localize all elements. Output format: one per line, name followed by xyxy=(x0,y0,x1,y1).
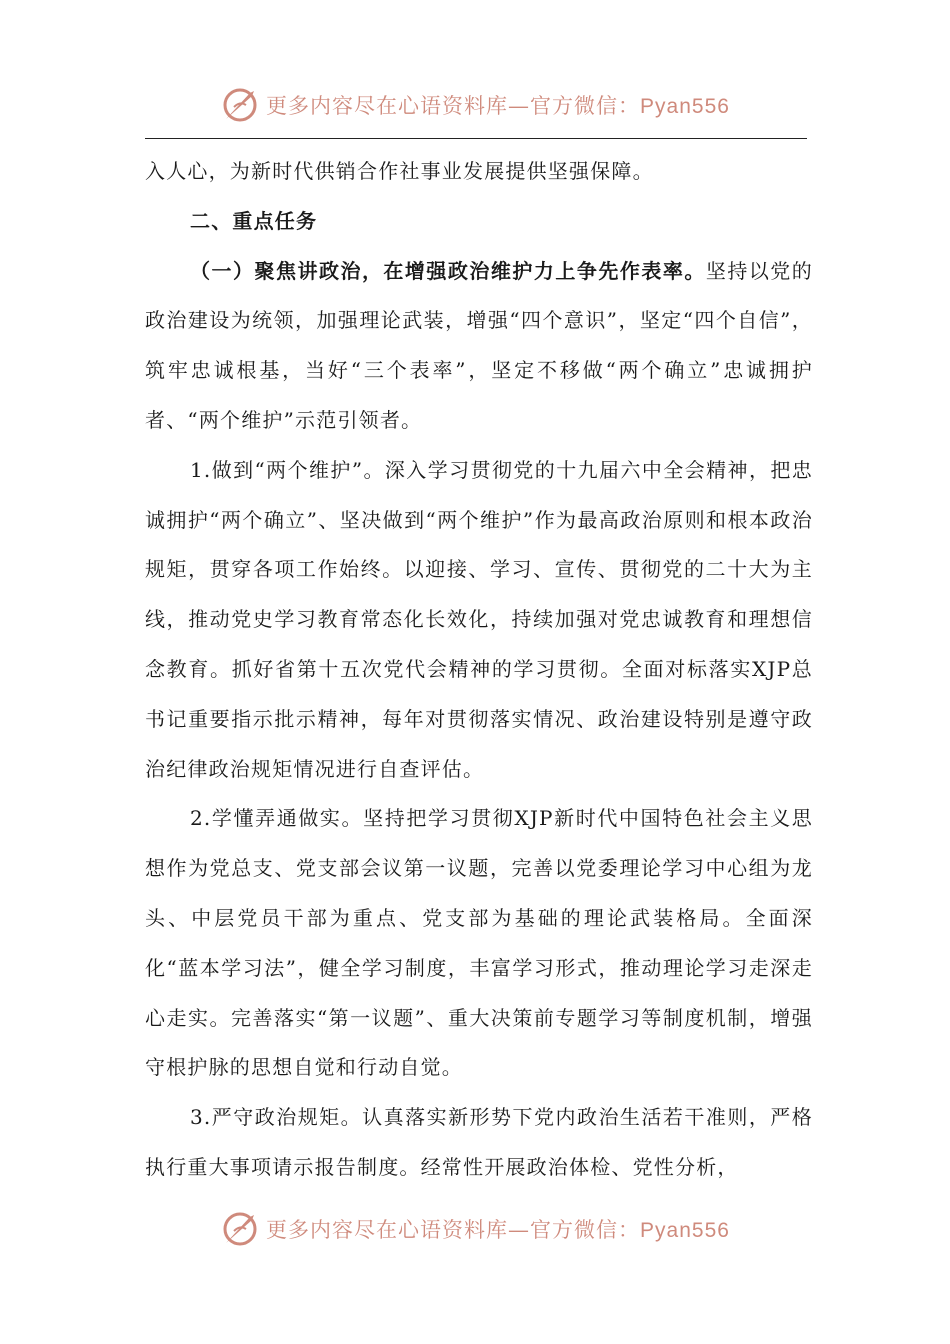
watermark-text: 更多内容尽在心语资料库—官方微信：Pyan556 xyxy=(266,1218,730,1242)
paragraph-item-2: 2.学懂弄通做实。坚持把学习贯彻XJP新时代中国特色社会主义思想作为党总支、党支部会议第一议题，完善以党委理论学习中心组为龙头、中层党员干部为重点、党支部为基础的理论武装格局。全面深化“蓝本学习法”，健全学习制度，丰富学习形式，推动理论学习走深走心走实。完善落实“第一议题”、重大决策前专题学习等制度机制，增强守根护脉的思想自觉和行动自觉。 xyxy=(145,806,813,1080)
quill-logo-icon xyxy=(220,85,260,125)
paragraph-section-1: （一）聚焦讲政治，在增强政治维护力上争先作表率。坚持以党的政治建设为统领，加强理论武装，增强“四个意识”，坚定“四个自信”，筑牢忠诚根基，当好“三个表率”，坚定不移做“两个确立”忠诚拥护者、“两个维护”示范引领者。 xyxy=(145,258,813,432)
document-body xyxy=(145,147,813,1193)
paragraph-item-3: 3.严守政治规矩。认真落实新形势下党内政治生活若干准则，严格执行重大事项请示报告制度。经常性开展政治体检、党性分析， xyxy=(145,1105,813,1179)
section-heading: 二、重点任务 xyxy=(190,208,318,233)
header-divider xyxy=(145,138,807,139)
paragraph-lead: （一）聚焦讲政治，在增强政治维护力上争先作表率。 xyxy=(190,258,706,283)
watermark-text: 更多内容尽在心语资料库—官方微信：Pyan556 xyxy=(266,94,730,118)
paragraph-continuation: 入人心，为新时代供销合作社事业发展提供坚强保障。 xyxy=(145,159,654,183)
quill-logo-icon xyxy=(220,1209,260,1249)
wechat-id: Pyan556 xyxy=(640,1219,730,1242)
header-watermark xyxy=(0,80,950,130)
wechat-id: Pyan556 xyxy=(640,95,730,118)
paragraph-item-1: 1.做到“两个维护”。深入学习贯彻党的十九届六中全会精神，把忠诚拥护“两个确立”、坚决做到“两个维护”作为最高政治原则和根本政治规矩，贯穿各项工作始终。以迎接、学习、宣传、贯彻党的二十大为主线，推动党史学习教育常态化长效化，持续加强对党忠诚教育和理想信念教育。抓好省第十五次党代会精神的学习贯彻。全面对标落实XJP总书记重要指示批示精神，每年对贯彻落实情况、政治建设特别是遵守政治纪律政治规矩情况进行自查评估。 xyxy=(145,457,813,781)
footer-watermark xyxy=(0,1204,950,1254)
